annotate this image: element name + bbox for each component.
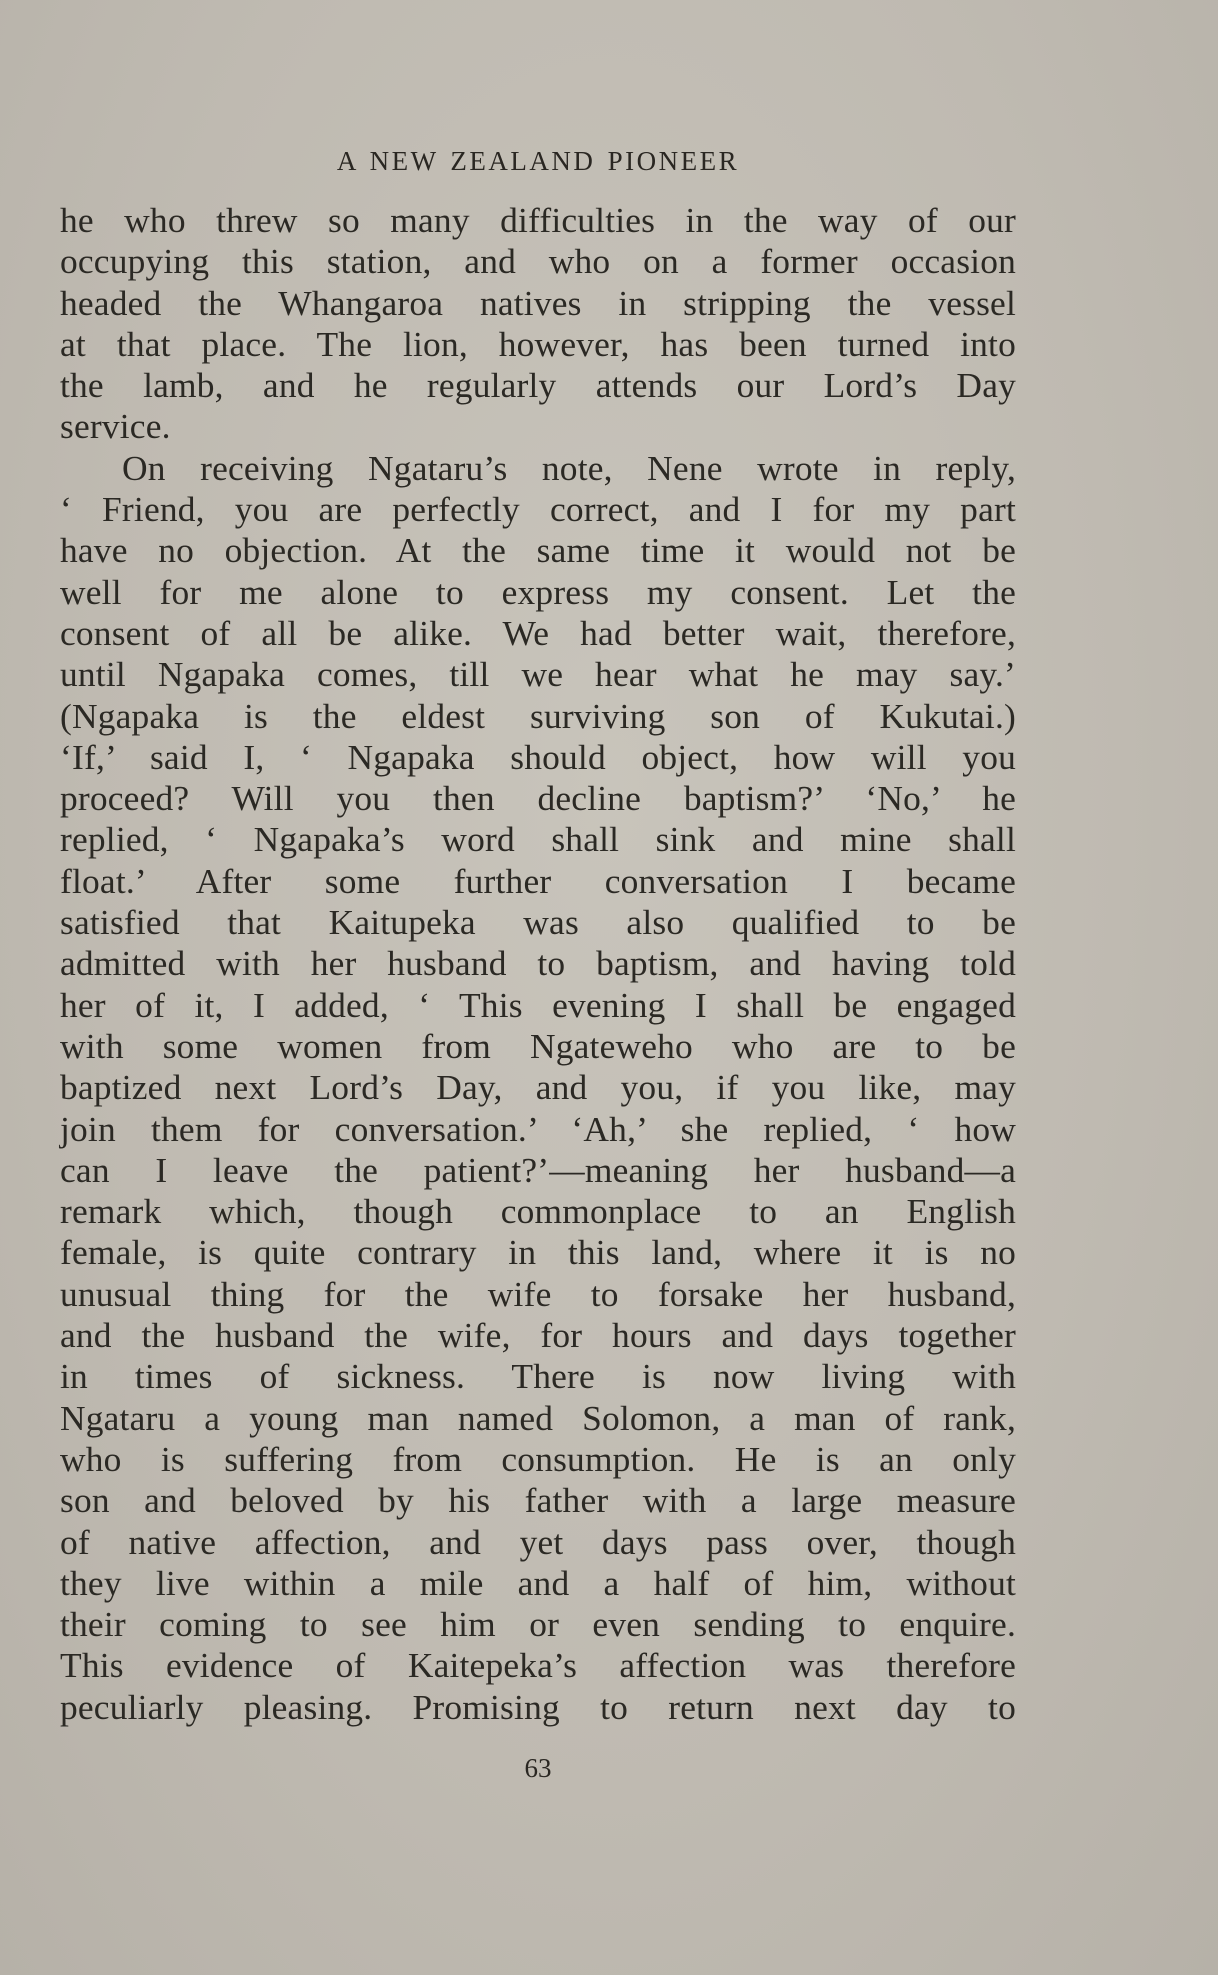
text-line: This evidence of Kaitepeka’s affection was therefore (60, 1645, 1016, 1686)
text-line: remark which, though commonplace to an English (60, 1191, 1016, 1232)
text-line: replied, ‘ Ngapaka’s word shall sink and mine shall (60, 819, 1016, 860)
text-line: can I leave the patient?’—meaning her husband—a (60, 1149, 1016, 1190)
text-line: join them for conversation.’ ‘Ah,’ she replied, ‘ how (60, 1108, 1016, 1149)
text-line: at that place. The lion, however, has been turned into (60, 323, 1016, 364)
text-line: well for me alone to express my consent. Let the (60, 571, 1016, 612)
text-line: they live within a mile and a half of him, without (60, 1562, 1016, 1603)
text-line: consent of all be alike. We had better wait, therefore, (60, 612, 1016, 653)
text-line: proceed? Will you then decline baptism?’ ‘No,’ he (60, 778, 1016, 819)
text-line: On receiving Ngataru’s note, Nene wrote in reply, (122, 447, 1016, 488)
text-line: her of it, I added, ‘ This evening I shall be engaged (60, 984, 1016, 1025)
text-line: baptized next Lord’s Day, and you, if you like, may (60, 1067, 1016, 1108)
text-line: occupying this station, and who on a former occasion (60, 241, 1016, 282)
text-line: float.’ After some further conversation I became (60, 860, 1016, 901)
paragraph-1 (60, 200, 1016, 448)
text-line: son and beloved by his father with a large measure (60, 1480, 1016, 1521)
text-line: with some women from Ngateweho who are to be (60, 1025, 1016, 1066)
text-line: who is suffering from consumption. He is an only (60, 1438, 1016, 1479)
running-head: A NEW ZEALAND PIONEER (336, 146, 740, 176)
text-line: until Ngapaka comes, till we hear what he may say.’ (60, 654, 1016, 695)
text-line: (Ngapaka is the eldest surviving son of Kukutai.) (60, 695, 1016, 736)
text-line: have no objection. At the same time it would not be (60, 530, 1016, 571)
paragraph-2 (60, 448, 1016, 1728)
text-line: the lamb, and he regularly attends our Lord’s Day (60, 365, 1016, 406)
text-line: service. (60, 406, 171, 447)
text-line: satisfied that Kaitupeka was also qualified to be (60, 902, 1016, 943)
text-line: he who threw so many difficulties in the way of our (60, 200, 1016, 240)
text-line: their coming to see him or even sending to enquire. (60, 1604, 1016, 1645)
text-line: peculiarly pleasing. Promising to return next day to (60, 1686, 1016, 1727)
text-line: Ngataru a young man named Solomon, a man of rank, (60, 1397, 1016, 1438)
text-line: ‘ Friend, you are perfectly correct, and I for my part (60, 489, 1016, 530)
text-line: unusual thing for the wife to forsake her husband, (60, 1273, 1016, 1314)
text-line: in times of sickness. There is now living with (60, 1356, 1016, 1397)
text-line: female, is quite contrary in this land, where it is no (60, 1232, 1016, 1273)
page-number: 63 (524, 1753, 552, 1783)
text-line: ‘If,’ said I, ‘ Ngapaka should object, how will you (60, 736, 1016, 777)
text-line: of native affection, and yet days pass over, though (60, 1521, 1016, 1562)
text-line: and the husband the wife, for hours and days together (60, 1315, 1016, 1356)
body-text (60, 200, 1016, 1728)
text-line: headed the Whangaroa natives in stripping the vessel (60, 282, 1016, 323)
text-line: admitted with her husband to baptism, and having told (60, 943, 1016, 984)
